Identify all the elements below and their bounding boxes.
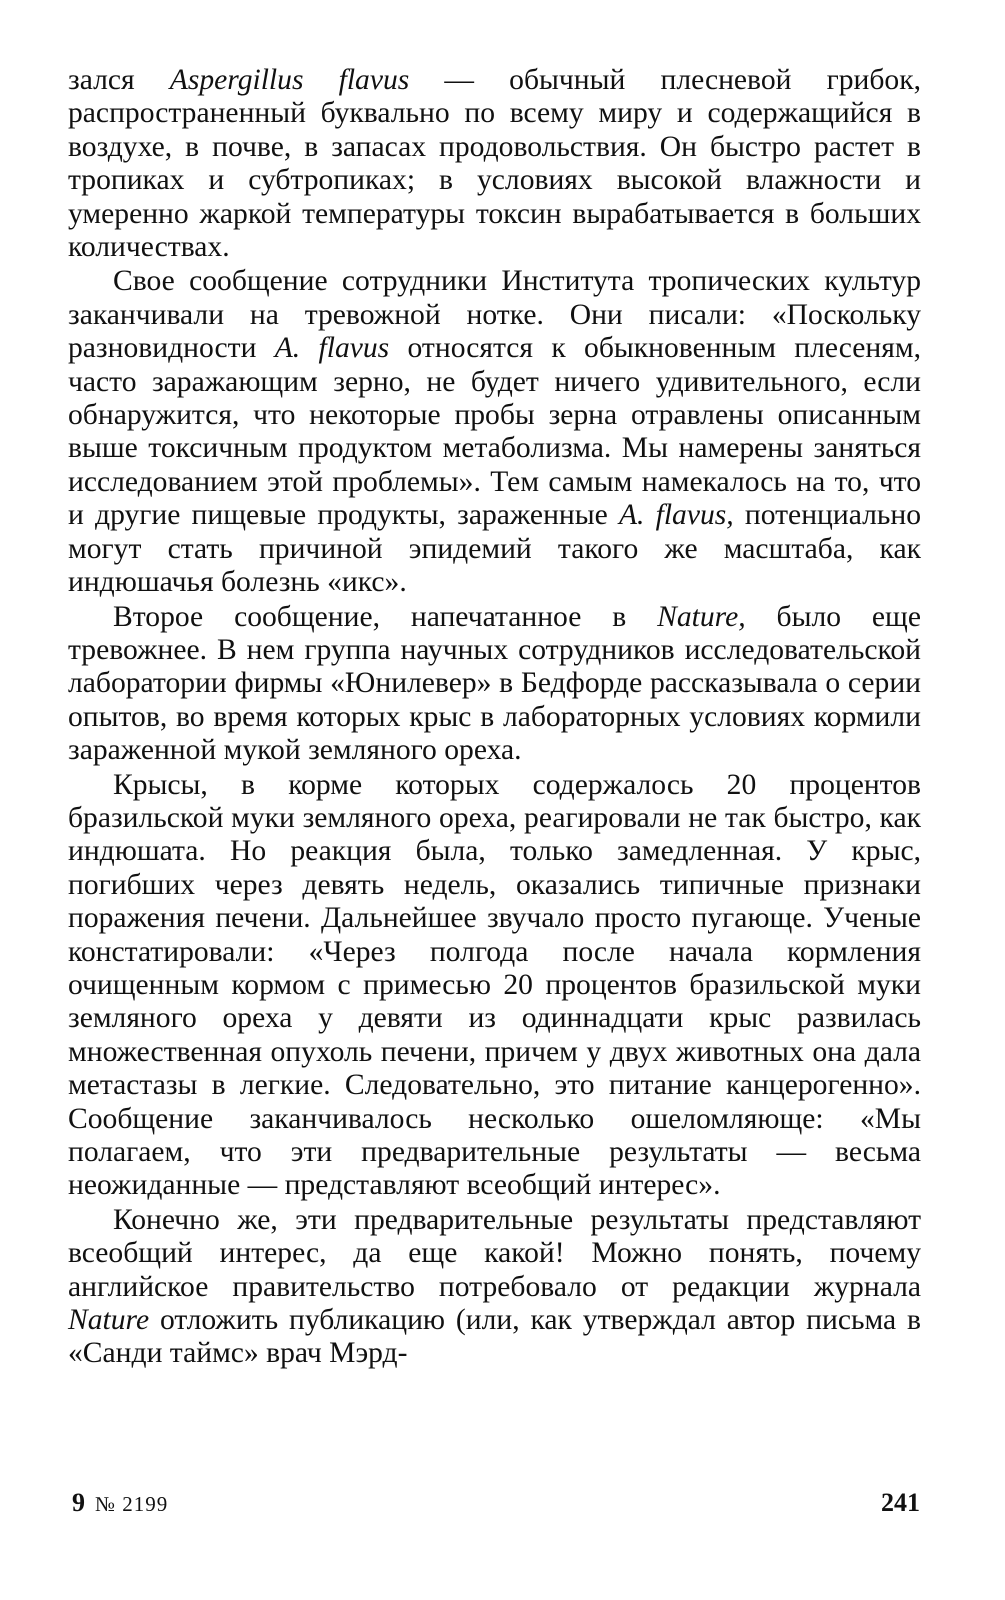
text-segment: Крысы, в корме которых содержалось 20 процентов бразильской муки земляного ореха, реагировали не так быстро, как индюшата. Но реакция была, только замедленная. У крыс, погибших через девять недель, оказались типичные признаки поражения печени. Дальнейшее звучало просто пугающе. Ученые констатировали: «Через полгода после начала кормления очищенным кормом с примесью 20 процентов бразильской муки земляного ореха у девяти из одиннадцати крыс развилась множественная опухоль печени, причем у двух животных она дала метастазы в легкие. Следовательно, это питание канцерогенно». Сообщение заканчивалось несколько ошеломляюще: «Мы полагаем, что эти предварительные результаты — весьма неожиданные — представляют всеобщий интерес». (68, 768, 921, 1202)
text-segment: Конечно же, эти предварительные результаты представляют всеобщий интерес, да еще какой! Можно понять, почему английское правительство потребовало от редакции журнала (68, 1203, 921, 1303)
page-footer (72, 1488, 920, 1528)
text-segment: — обычный плесневой грибок, распространенный буквально по всему миру и содержащийся в воздухе, в почве, в запасах продовольствия. Он быстро растет в тропиках и субтропиках; в условиях высокой влажности и умеренно жаркой температуры токсин вырабатывается в больших количествах. (68, 64, 922, 264)
text-segment: Второе сообщение, напечатанное в (113, 600, 658, 633)
species-name-italic: Aspergillus flavus (169, 64, 410, 96)
journal-name-italic: Nature (68, 1304, 150, 1337)
text-segment: отложить публикацию (или, как утверждал автор письма в «Санди таймс» врач Мэрд- (68, 1304, 921, 1370)
paragraph-2 (68, 265, 921, 599)
paragraph-3 (68, 601, 921, 768)
signature-number: 9 (72, 1488, 85, 1517)
paragraph-4 (68, 769, 921, 1203)
print-order-number: № 2199 (95, 1492, 169, 1516)
text-segment: зался (68, 64, 170, 96)
signature-mark (72, 1488, 168, 1518)
paragraph-5 (68, 1204, 921, 1371)
text-segment: Свое сообщение сотрудники Института тропических культур заканчивали на тревожной нотке. Они писали: «Поскольку разновидности (68, 265, 921, 365)
text-segment: было еще тревожнее. В нем группа научных сотрудников исследовательской лаборатории фирмы «Юнилевер» в Бедфорде рассказывала о серии опытов, во время которых крыс в лабораторных условиях кормили зараженной мукой земляного ореха. (68, 600, 921, 767)
journal-name-italic: Nature, (657, 600, 746, 633)
paragraph-1 (68, 64, 921, 264)
page-number: 241 (881, 1488, 920, 1517)
text-segment: потенциально могут стать причиной эпидемий такого же масштаба, как индюшачья болезнь «икс». (68, 499, 921, 599)
species-name-italic: A. flavus, (618, 499, 734, 532)
text-segment: относятся к обыкновенным плесеням, часто заражающим зерно, не будет ничего удивительного, если обнаружится, что некоторые пробы зерна отравлены описанным выше токсичным продуктом метаболизма. Мы намерены заняться исследованием этой проблемы». Тем самым намекалось на то, что и другие пищевые продукты, зараженные (68, 332, 921, 532)
text-column (68, 64, 921, 1371)
species-name-italic: A. flavus (274, 332, 390, 365)
